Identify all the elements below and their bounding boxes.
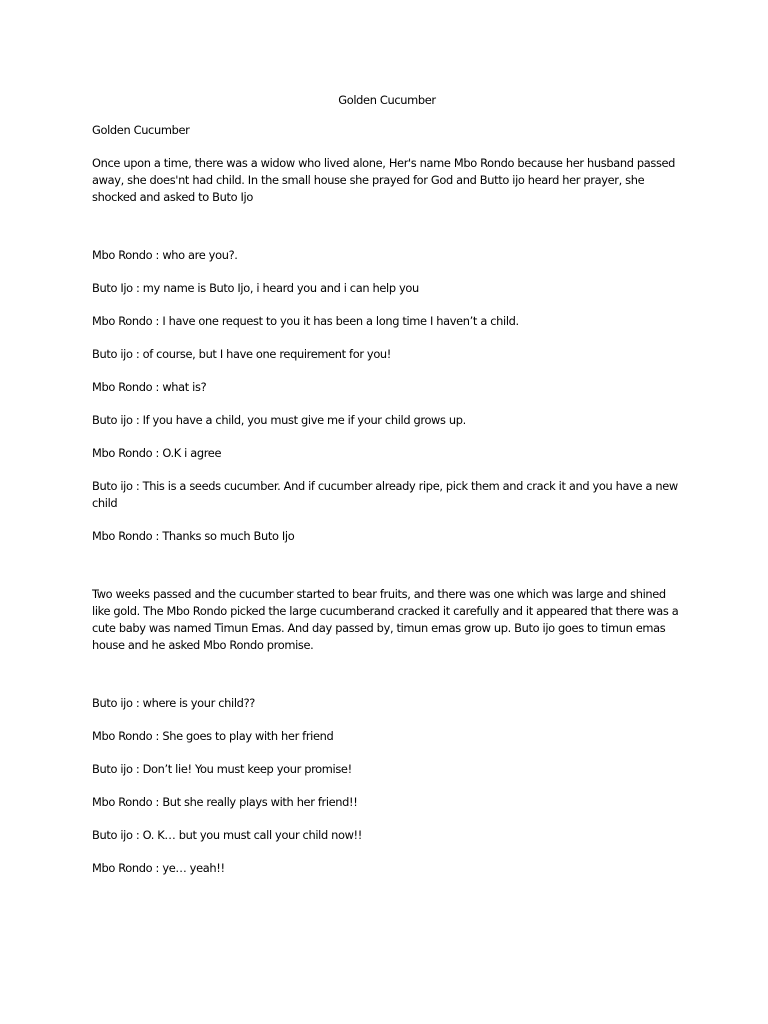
paragraph-narration: Two weeks passed and the cucumber started to bear fruits, and there was one which was large and shined like gold. The Mbo Rondo picked the large cucumberand cracked it carefully and it appeared that there was a cute baby was named Timun Emas. And day passed by, timun emas grow up. Buto ijo goes to timun emas house and he asked Mbo Rondo promise. [92,587,679,652]
dialogue-line: Mbo Rondo : what is? [92,380,207,394]
dialogue-line: Mbo Rondo : O.K i agree [92,446,222,460]
dialogue-line: Buto ijo : This is a seeds cucumber. And if cucumber already ripe, pick them and crack it and you have a new child [92,479,678,510]
document-content [92,92,682,877]
dialogue-line: Buto Ijo : my name is Buto Ijo, i heard you and i can help you [92,281,419,295]
dialogue-line: Mbo Rondo : Thanks so much Buto Ijo [92,529,295,543]
dialogue-line: Mbo Rondo : She goes to play with her friend [92,729,334,743]
dialogue-line: Mbo Rondo : But she really plays with her friend!! [92,795,358,809]
paragraph-intro: Once upon a time, there was a widow who lived alone, Her's name Mbo Rondo because her husband passed away, she does'nt had child. In the small house she prayed for God and Butto ijo heard her prayer, she shocked and asked to Buto Ijo [92,156,676,204]
dialogue-line: Mbo Rondo : who are you?. [92,248,238,262]
dialogue-line: Buto ijo : where is your child?? [92,696,255,710]
dialogue-line: Buto ijo : If you have a child, you must give me if your child grows up. [92,413,466,427]
dialogue-line: Buto ijo : O. K… but you must call your child now!! [92,828,362,842]
document-title: Golden Cucumber [338,93,436,107]
dialogue-line: Mbo Rondo : ye… yeah!! [92,861,225,875]
dialogue-line: Buto ijo : of course, but I have one requirement for you! [92,347,392,361]
dialogue-line: Mbo Rondo : I have one request to you it has been a long time I haven’t a child. [92,314,519,328]
dialogue-line: Buto ijo : Don’t lie! You must keep your promise! [92,762,352,776]
document-heading: Golden Cucumber [92,123,190,137]
